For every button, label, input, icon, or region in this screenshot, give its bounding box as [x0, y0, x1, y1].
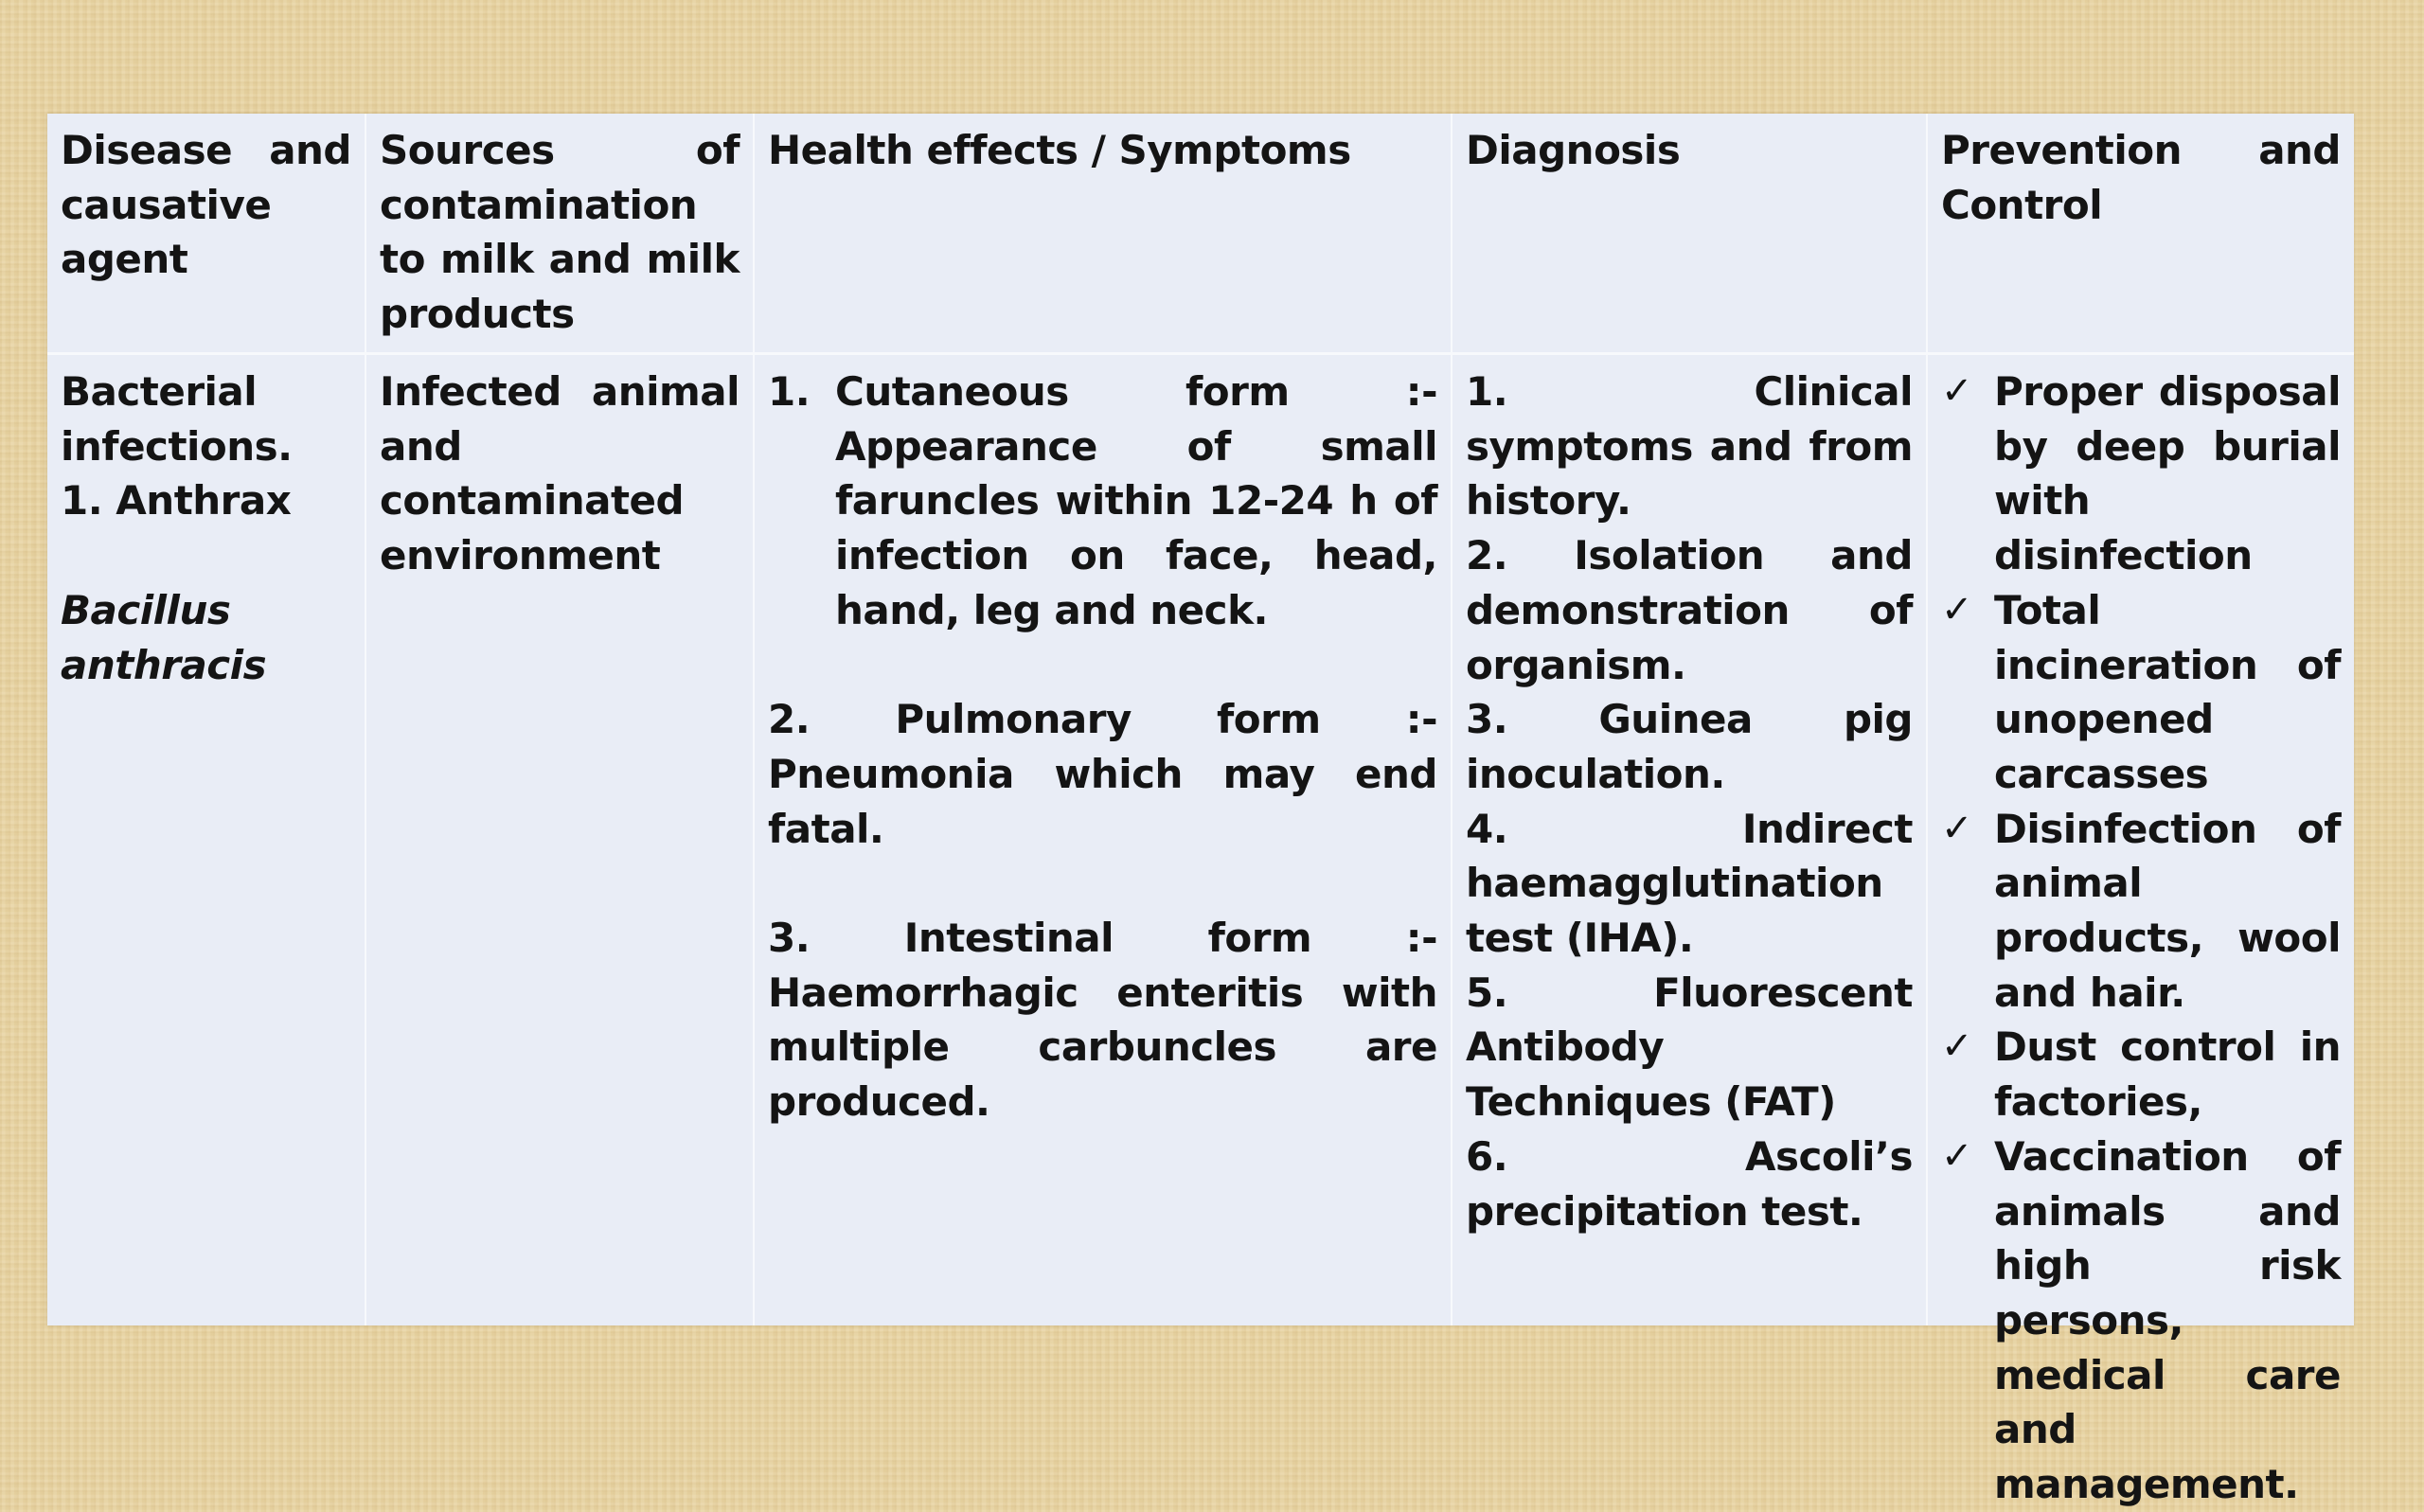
prevention-text: Dust control in factories, [1994, 1023, 2341, 1126]
disease-name: 1. Anthrax [61, 477, 292, 525]
prevention-item [1941, 802, 2341, 1021]
prevention-text: Vaccination of animals and high risk persons, medical care and management. [1994, 1132, 2341, 1508]
prevention-text: Total incineration of unopened carcasses [1994, 586, 2341, 797]
cell-health-effects [755, 355, 1453, 1325]
prevention-item [1941, 365, 2341, 583]
header-disease: Disease and causative agent [47, 114, 366, 355]
diagnosis-item: 2. Isolation and demonstration of organism. [1466, 532, 1913, 688]
diagnosis-item: 5. Fluorescent Antibody Techniques (FAT) [1466, 969, 1913, 1126]
symptom-cutaneous-text: Cutaneous form :- Appearance of small faruncles within 12-24 h of infection on face, head, hand, leg and neck. [835, 368, 1437, 633]
symptom-cutaneous [768, 365, 1437, 638]
prevention-text: Proper disposal by deep burial with disinfection [1994, 368, 2341, 579]
symptom-cutaneous-number: 1. [768, 368, 811, 415]
checkmark-icon: ✓ [1941, 1024, 1973, 1069]
disease-table [47, 114, 2354, 1508]
diagnosis-item: 6. Ascoli’s precipitation test. [1466, 1132, 1913, 1235]
cell-disease [47, 355, 366, 1325]
prevention-text: Disinfection of animal products, wool and hair. [1994, 805, 2341, 1016]
disease-category: Bacterial infections. [61, 368, 293, 470]
cell-prevention [1928, 355, 2354, 1508]
cell-diagnosis [1453, 355, 1928, 1325]
diagnosis-item: 4. Indirect haemagglutination test (IHA). [1466, 805, 1913, 962]
prevention-item [1941, 583, 2341, 802]
header-health-effects: Health effects / Symptoms [755, 114, 1453, 355]
checkmark-icon: ✓ [1941, 369, 1973, 413]
header-diagnosis: Diagnosis [1453, 114, 1928, 355]
header-sources: Sources of contamination to milk and milk products [366, 114, 755, 355]
cell-sources: Infected animal and contaminated environment [366, 355, 755, 1325]
checkmark-icon: ✓ [1941, 1133, 1973, 1178]
prevention-item [1941, 1020, 2341, 1129]
causative-agent: Bacillus anthracis [61, 586, 267, 688]
checkmark-icon: ✓ [1941, 806, 1973, 850]
diagnosis-item: 1. Clinical symptoms and from history. [1466, 368, 1913, 525]
checkmark-icon: ✓ [1941, 587, 1973, 631]
prevention-item [1941, 1130, 2341, 1512]
symptom-pulmonary: 2. Pulmonary form :- Pneumonia which may end fatal. [768, 696, 1437, 852]
diagnosis-item: 3. Guinea pig inoculation. [1466, 696, 1913, 797]
header-prevention: Prevention and Control [1928, 114, 2354, 355]
symptom-intestinal: 3. Intestinal form :- Haemorrhagic enteritis with multiple carbuncles are produced. [768, 915, 1437, 1126]
